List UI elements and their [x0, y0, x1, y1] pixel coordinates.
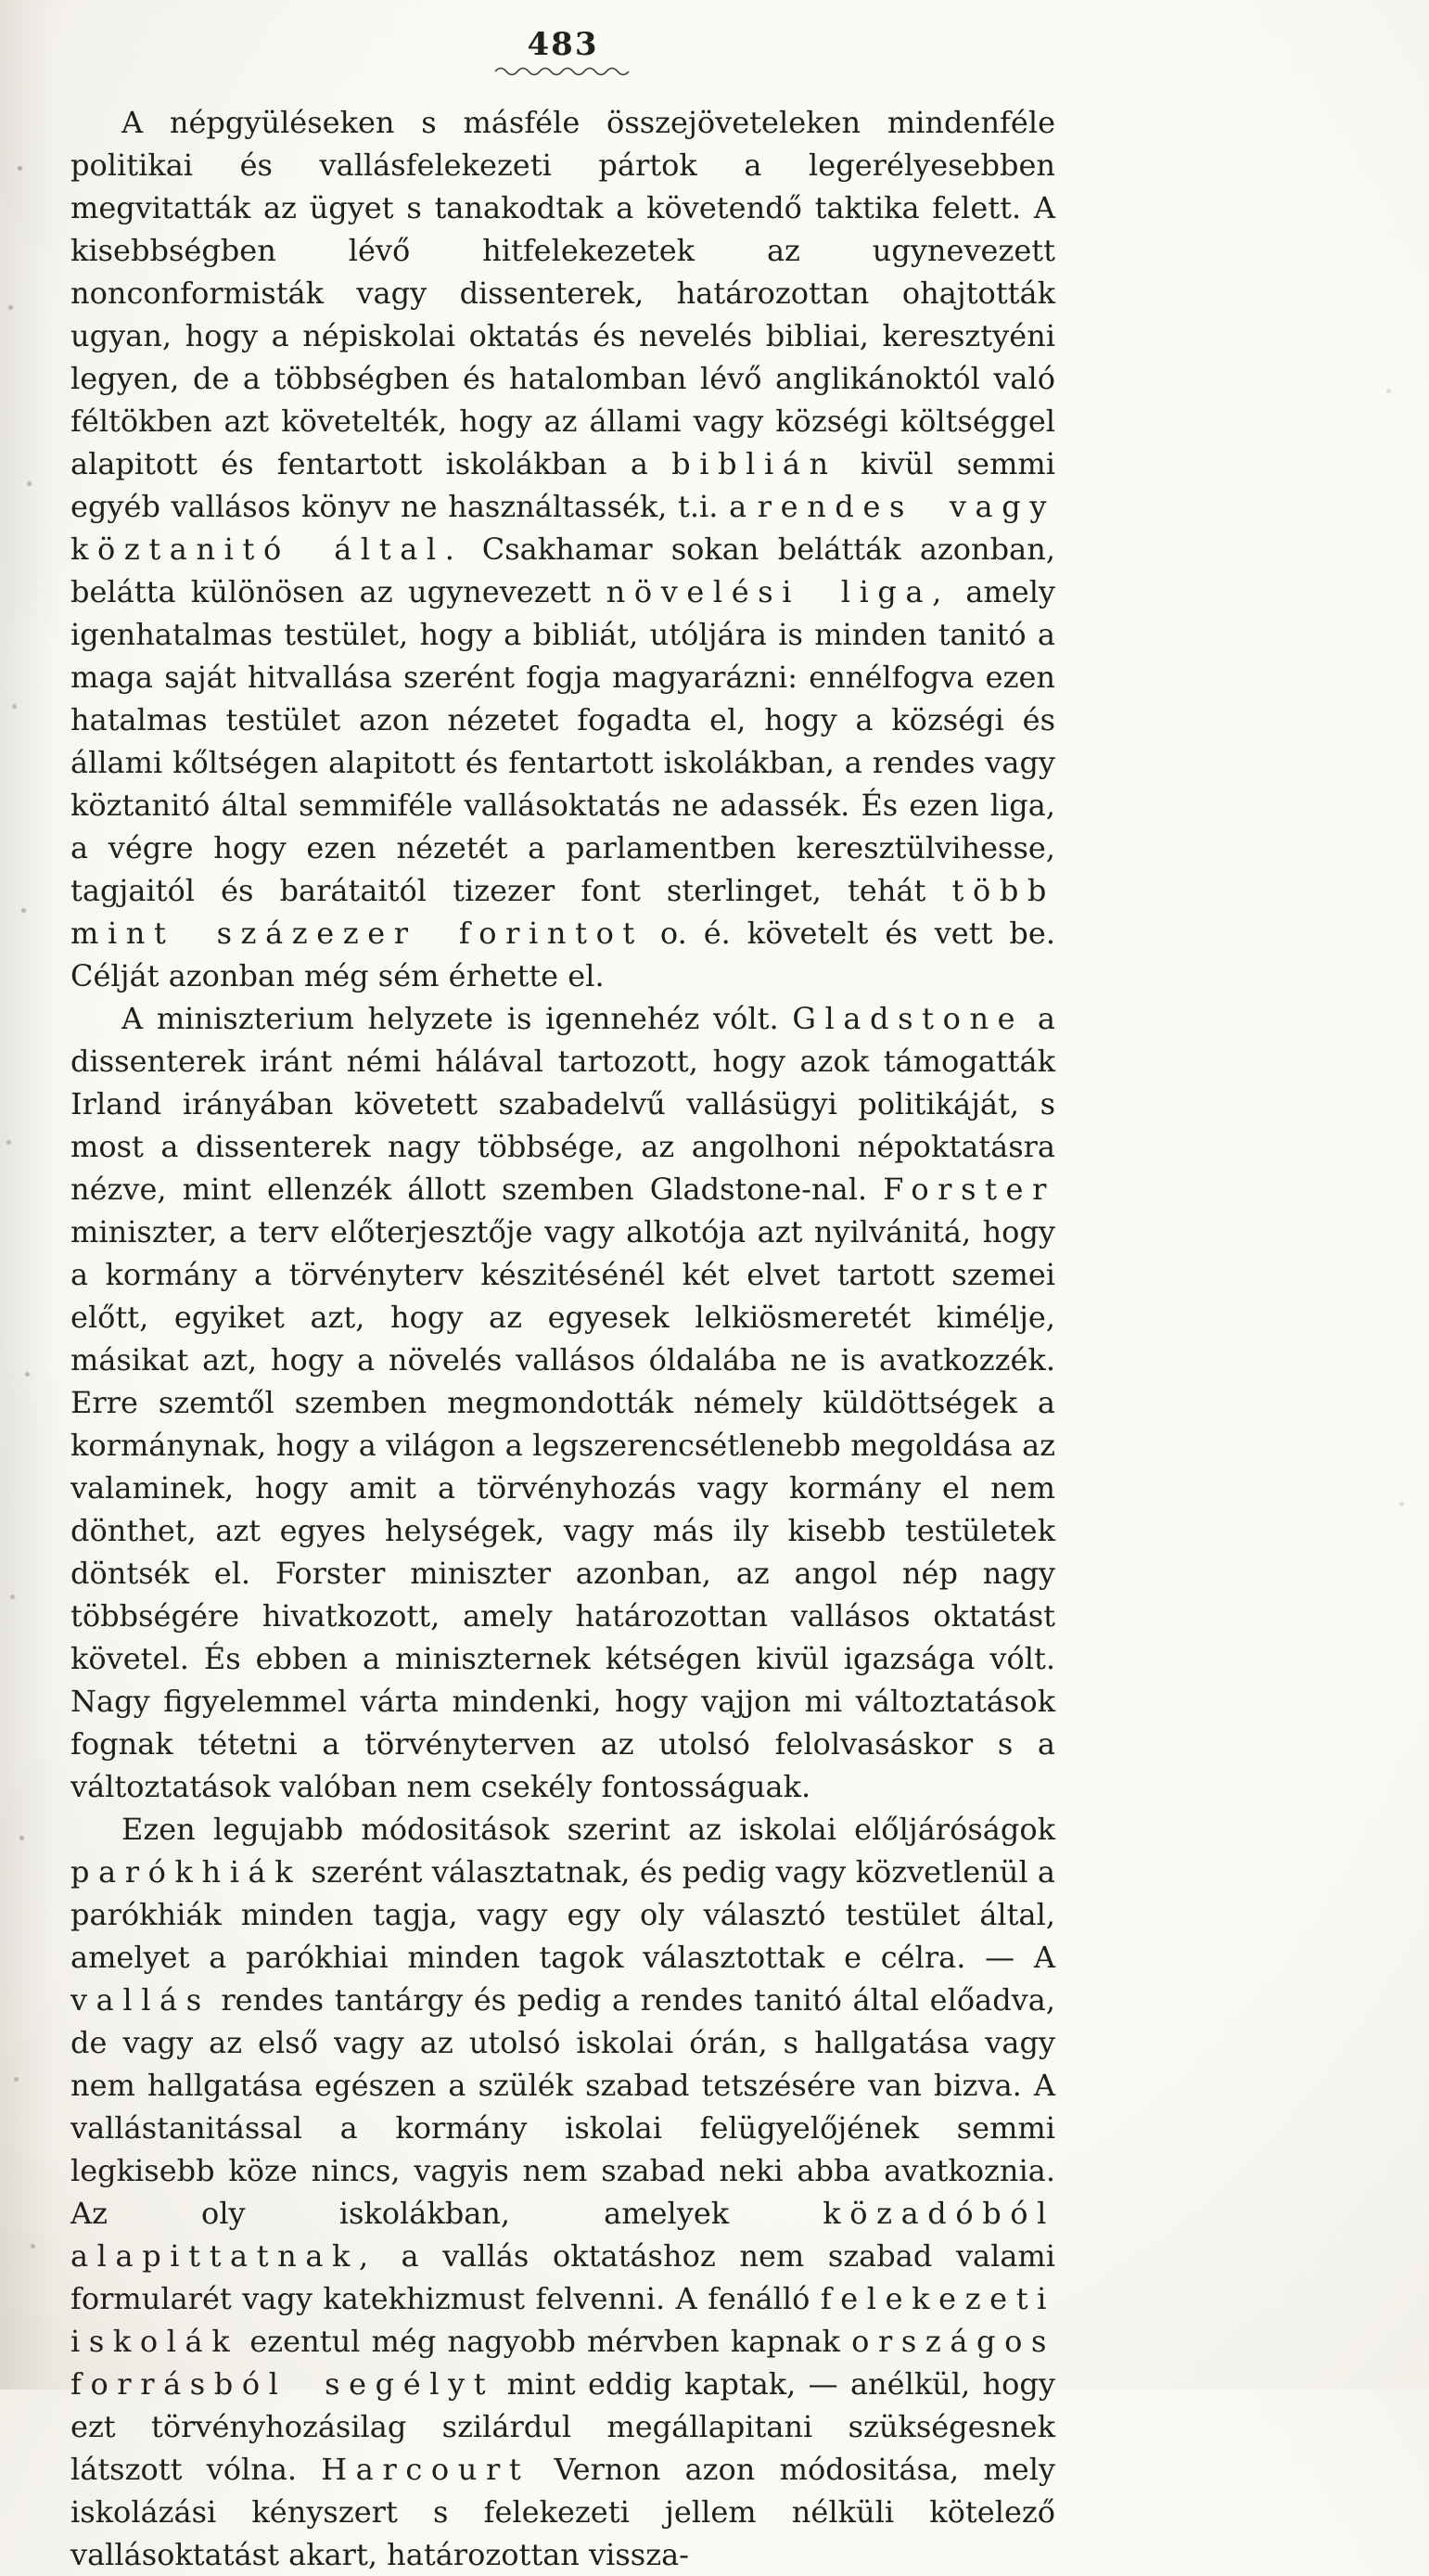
text-run: Ezen legujabb módositások szerint az iskolai előljáróságok — [121, 1812, 1055, 1848]
emphasis-spaced-text: Forster — [883, 1172, 1055, 1208]
text-run: a vallás oktatáshoz nem szabad valami formularét vagy katekhizmust felvenni. A fenálló — [70, 2238, 1055, 2317]
text-run: mint eddig kaptak, — anélkül, hogy ezt törvényhozásilag szilárdul megállapitani szükségesnek látszott vólna. — [70, 2366, 1055, 2488]
body-text — [70, 101, 1055, 2576]
text-run: ezentul még nagyobb mérvben kapnak — [238, 2324, 852, 2360]
paragraph — [70, 1808, 1055, 2576]
scan-edge-shade — [0, 0, 56, 2390]
emphasis-spaced-text: rendes vagy köztanitó által. — [70, 489, 1055, 568]
text-run: rendes tantárgy és pedig a rendes tanitó által előadva, de vagy az első vagy az utolsó iskolai órán, s hallgatása vagy nem hallgatása egészen a szülék szabad tetszésére van bizva. A vallástanitással a kormány iskolai felügyelőjének semmi legkisebb köze nincs, vagyis nem szabad neki abba avatkoznia. Az oly iskolákban, amelyek — [70, 1982, 1055, 2232]
paragraph — [70, 997, 1055, 1808]
text-run: kivül semmi egyéb vallásos könyv ne használtassék, t.i. a — [70, 446, 1056, 525]
squiggle-divider-icon — [493, 64, 632, 77]
emphasis-spaced-text: felekezeti iskolák — [70, 2281, 1055, 2360]
text-run: miniszter, a terv előterjesztője vagy alkotója azt nyilvánitá, hogy a kormány a törvényterv készitésénél két elvet tartott szemei előtt, egyiket azt, hogy az egyesek lelkiösmeretét kimélje, másikat azt, hogy a növelés vallásos óldalába ne is avatkozzék. Erre szemtől szemben megmondották némely küldöttségek a kormánynak, hogy a világon a legszerencsétlenebb megoldása az valaminek, hogy amit a törvényhozás vagy kormány el nem dönthet, azt egyes helységek, vagy más ily kisebb testületek döntsék el. Forster miniszter azonban, az angol nép nagy többségére hivatkozott, amely határozottan vallásos oktatást követel. És ebben a miniszternek kétségen kivül igazsága vólt. Nagy figyelemmel várta mindenki, hogy vajjon mi változtatások fognak tétetni a törvényterven az utolsó felolvasáskor s a változtatások valóban nem csekély fontosságuak. — [70, 1214, 1055, 1805]
emphasis-spaced-text: növelési liga, — [606, 574, 951, 610]
page-number: 483 — [527, 26, 599, 63]
text-column — [70, 28, 1055, 2576]
text-run: szerént választatnak, és pedig vagy közvetlenül a parókhiák minden tagja, vagy egy oly választó testület által, amelyet a parókhiai minden tagok választottak e célra. — A — [70, 1854, 1055, 1976]
paragraph — [70, 101, 1055, 997]
scan-noise-speckles — [0, 0, 3, 3]
text-run: Vernon azon módositása, mely iskolázási kényszert s felekezeti jellem nélküli kötelező vallásoktatást akart, határozottan vissza- — [70, 2452, 1056, 2573]
emphasis-spaced-text: Gladstone — [792, 1001, 1025, 1037]
emphasis-spaced-text: biblián — [671, 446, 837, 482]
text-run: a dissenterek iránt némi hálával tartozott, hogy azok támogatták Irland irányában követett szabadelvű vallásügyi politikáját, s most a dissenterek nagy többsége, az angolhoni népoktatásra nézve, mint ellenzék állott szemben Gladstone-nal. — [70, 1001, 1055, 1208]
text-run: o. é. követelt és vett be. Célját azonban még sém érhette el. — [70, 916, 1055, 994]
emphasis-spaced-text: Harcourt — [321, 2452, 530, 2488]
emphasis-spaced-text: országos forrásból segélyt — [70, 2324, 1055, 2403]
text-run: A miniszterium helyzete is igennehéz vólt. — [121, 1001, 793, 1037]
emphasis-spaced-text: parókhiák — [70, 1854, 302, 1890]
page-header — [70, 28, 1055, 77]
text-run: A népgyüléseken s másféle összejöveteleken mindenféle politikai és vallásfelekezeti pártok a legerélyesebben megvitatták az ügyet s tanakodtak a követendő taktika felett. A kisebbségben lévő hitfelekezetek az ugynevezett nonconformisták vagy dissenterek, határozottan ohajtották ugyan, hogy a népiskolai oktatás és nevelés bibliai, keresztyéni legyen, de a többségben és hatalomban lévő anglikánoktól való féltökben azt követelték, hogy az állami vagy községi költséggel alapitott és fentartott iskolákban a — [70, 105, 1055, 482]
emphasis-spaced-text: vallás — [70, 1982, 211, 2019]
text-run: Csakhamar sokan belátták azonban, belátta különösen az ugynevezett — [70, 532, 1055, 610]
text-run: amely igenhatalmas testület, hogy a bibliát, utóljára is minden tanitó a maga saját hitvallása szerént fogja magyarázni: ennélfogva ezen hatalmas testület azon nézetet fogadta el, hogy a községi és állami kőltségen alapitott és fentartott iskolákban, a rendes vagy köztanitó által semmiféle vallásoktatás ne adassék. És ezen liga, a végre hogy ezen nézetét a parlamentben keresztülvihesse, tagjaitól és barátaitól tizezer font sterlinget, tehát — [70, 574, 1055, 909]
emphasis-spaced-text: közadóból alapittatnak, — [70, 2196, 1055, 2275]
emphasis-spaced-text: több mint százezer forintot — [70, 873, 1055, 952]
